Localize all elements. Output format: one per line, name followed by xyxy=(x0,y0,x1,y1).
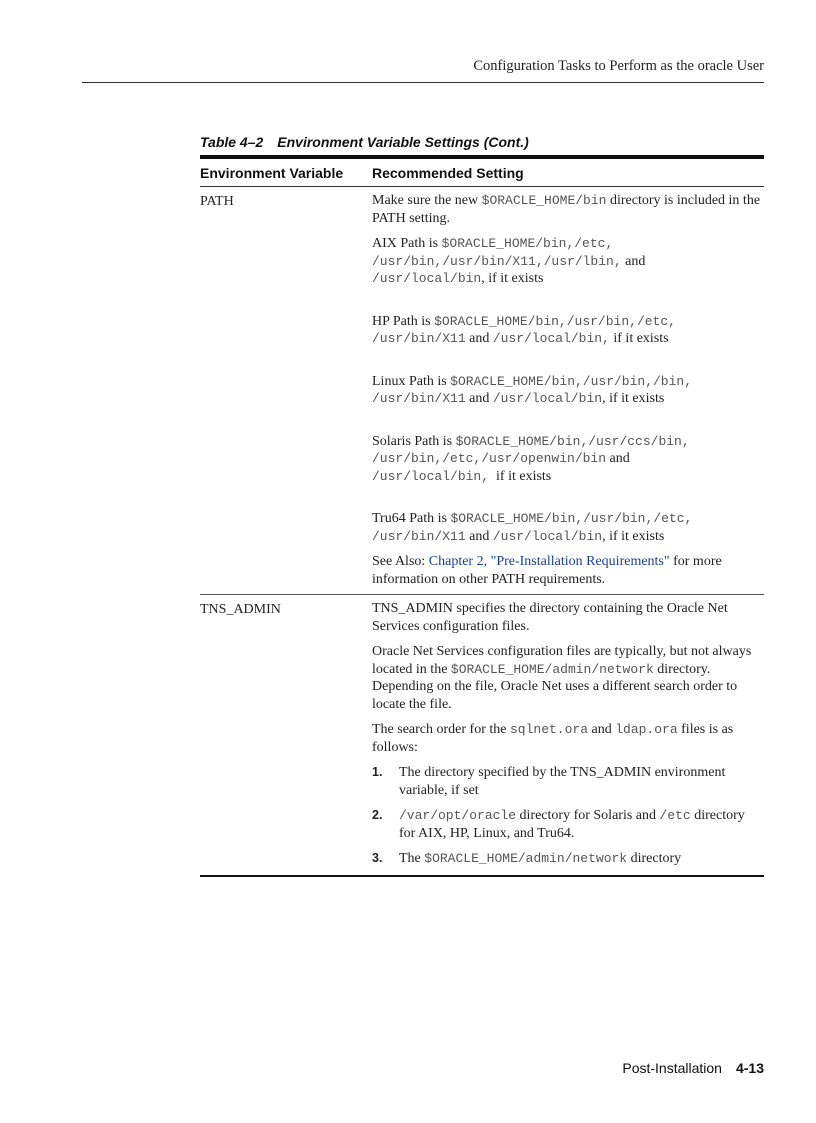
text: Solaris Path is xyxy=(372,433,456,449)
code-path: /usr/bin,/etc,/usr/openwin/bin xyxy=(372,451,607,466)
text: directory for Solaris and xyxy=(516,808,660,823)
code-path: /usr/local/bin xyxy=(372,271,482,286)
tru64-path-paragraph xyxy=(372,510,764,545)
chapter-2-link[interactable]: Chapter 2, "Pre-Installation Requirements" xyxy=(428,554,670,569)
code-path: /usr/local/bin, xyxy=(492,331,610,346)
text: files is as follows: xyxy=(372,722,734,755)
code-path: /var/opt/oracle xyxy=(399,808,517,823)
text: The search order for the xyxy=(372,722,510,737)
solaris-path-paragraph xyxy=(372,433,764,486)
step-text xyxy=(399,850,681,868)
code-path: $ORACLE_HOME/bin xyxy=(481,193,607,208)
code-path: $ORACLE_HOME/bin,/usr/bin,/bin, xyxy=(450,373,693,389)
text: and xyxy=(465,331,493,346)
code-path: $ORACLE_HOME/bin,/usr/ccs/bin, xyxy=(455,433,690,449)
search-order-paragraph xyxy=(372,721,764,756)
text: AIX Path is xyxy=(372,236,442,251)
table-title: Environment Variable Settings (Cont.) xyxy=(277,134,529,150)
tns-description-paragraph: TNS_ADMIN specifies the directory containing the Oracle Net Services configuration files. xyxy=(372,601,728,634)
list-item xyxy=(372,764,764,799)
column-header-setting: Recommended Setting xyxy=(372,165,524,181)
running-header: Configuration Tasks to Perform as the oracle User xyxy=(473,58,764,74)
code-path: /usr/bin/X11 xyxy=(372,528,466,544)
env-variable-table xyxy=(200,155,764,877)
header-divider xyxy=(82,82,764,83)
search-order-list xyxy=(372,764,764,868)
see-also-paragraph xyxy=(372,553,764,588)
text: , if it exists xyxy=(602,528,665,544)
text: for more information on other PATH requirements. xyxy=(372,554,722,587)
setting-cell-path xyxy=(372,192,764,588)
table-row-tns-admin xyxy=(200,595,764,875)
text: if it exists xyxy=(609,331,669,346)
code-path: $ORACLE_HOME/bin,/etc, xyxy=(441,236,614,251)
page-number: 4-13 xyxy=(735,1060,764,1076)
code-path: $ORACLE_HOME/admin/network xyxy=(424,851,628,866)
code-path: /usr/local/bin, xyxy=(372,468,490,484)
step-number: 2. xyxy=(372,808,383,822)
table-header-row xyxy=(200,159,764,187)
linux-path-paragraph xyxy=(372,373,764,408)
list-item xyxy=(372,807,764,842)
text: HP Path is xyxy=(372,313,435,329)
variable-name-tns-admin: TNS_ADMIN xyxy=(200,602,281,617)
footer-section: Post-Installation xyxy=(622,1060,722,1076)
code-path: /usr/bin/X11 xyxy=(372,331,466,346)
text: Make sure the new xyxy=(372,193,482,208)
code-filename: ldap.ora xyxy=(615,722,678,737)
table-row-path xyxy=(200,187,764,595)
code-filename: sqlnet.ora xyxy=(509,722,588,737)
text: The directory specified by the TNS_ADMIN environment variable, if set xyxy=(399,765,726,798)
text: Oracle Net Services configuration files are typically, but not always located in the xyxy=(372,644,752,677)
column-header-variable: Environment Variable xyxy=(200,165,344,181)
code-path: $ORACLE_HOME/admin/network xyxy=(450,661,654,677)
text: directory for AIX, HP, Linux, and Tru64. xyxy=(399,808,745,841)
variable-name-path: PATH xyxy=(200,194,234,209)
step-number: 3. xyxy=(372,851,383,865)
text: , if it exists xyxy=(481,271,544,286)
table-caption xyxy=(200,134,529,150)
aix-path-paragraph xyxy=(372,235,764,288)
code-path: /usr/local/bin xyxy=(492,391,603,406)
code-path: /usr/bin/X11 xyxy=(372,391,466,406)
see-also-label: See Also: xyxy=(372,554,429,569)
step-text xyxy=(399,764,764,799)
text: , if it exists xyxy=(602,391,665,406)
text: and xyxy=(465,391,493,406)
code-path: /etc xyxy=(659,808,691,823)
table-number: Table 4–2 xyxy=(200,134,264,150)
page-footer xyxy=(622,1060,764,1076)
hp-path-paragraph xyxy=(372,313,764,348)
text: The xyxy=(399,851,425,866)
code-path: /usr/local/bin xyxy=(492,528,603,544)
text: and xyxy=(465,528,493,544)
table-bottom-rule xyxy=(200,875,764,877)
code-path: $ORACLE_HOME/bin,/usr/bin,/etc, xyxy=(434,313,676,329)
code-path: $ORACLE_HOME/bin,/usr/bin,/etc, xyxy=(450,511,693,526)
text: Linux Path is xyxy=(372,373,451,389)
text: directory xyxy=(627,851,682,866)
step-text xyxy=(399,807,764,842)
path-intro-paragraph xyxy=(372,192,764,227)
text: directory is included in the PATH setting. xyxy=(372,193,761,226)
tns-location-paragraph xyxy=(372,643,764,713)
step-number: 1. xyxy=(372,765,383,779)
text: if it exists xyxy=(489,468,552,484)
setting-cell-tns-admin xyxy=(372,600,764,873)
list-item xyxy=(372,850,764,868)
code-path: /usr/bin,/usr/bin/X11,/usr/lbin, xyxy=(372,253,622,269)
text: and xyxy=(588,722,616,737)
text: and xyxy=(621,253,646,269)
text: Tru64 Path is xyxy=(372,511,451,526)
text: directory. Depending on the file, Oracle Net uses a different search order to locate the file. xyxy=(372,661,738,712)
text: and xyxy=(606,451,630,466)
